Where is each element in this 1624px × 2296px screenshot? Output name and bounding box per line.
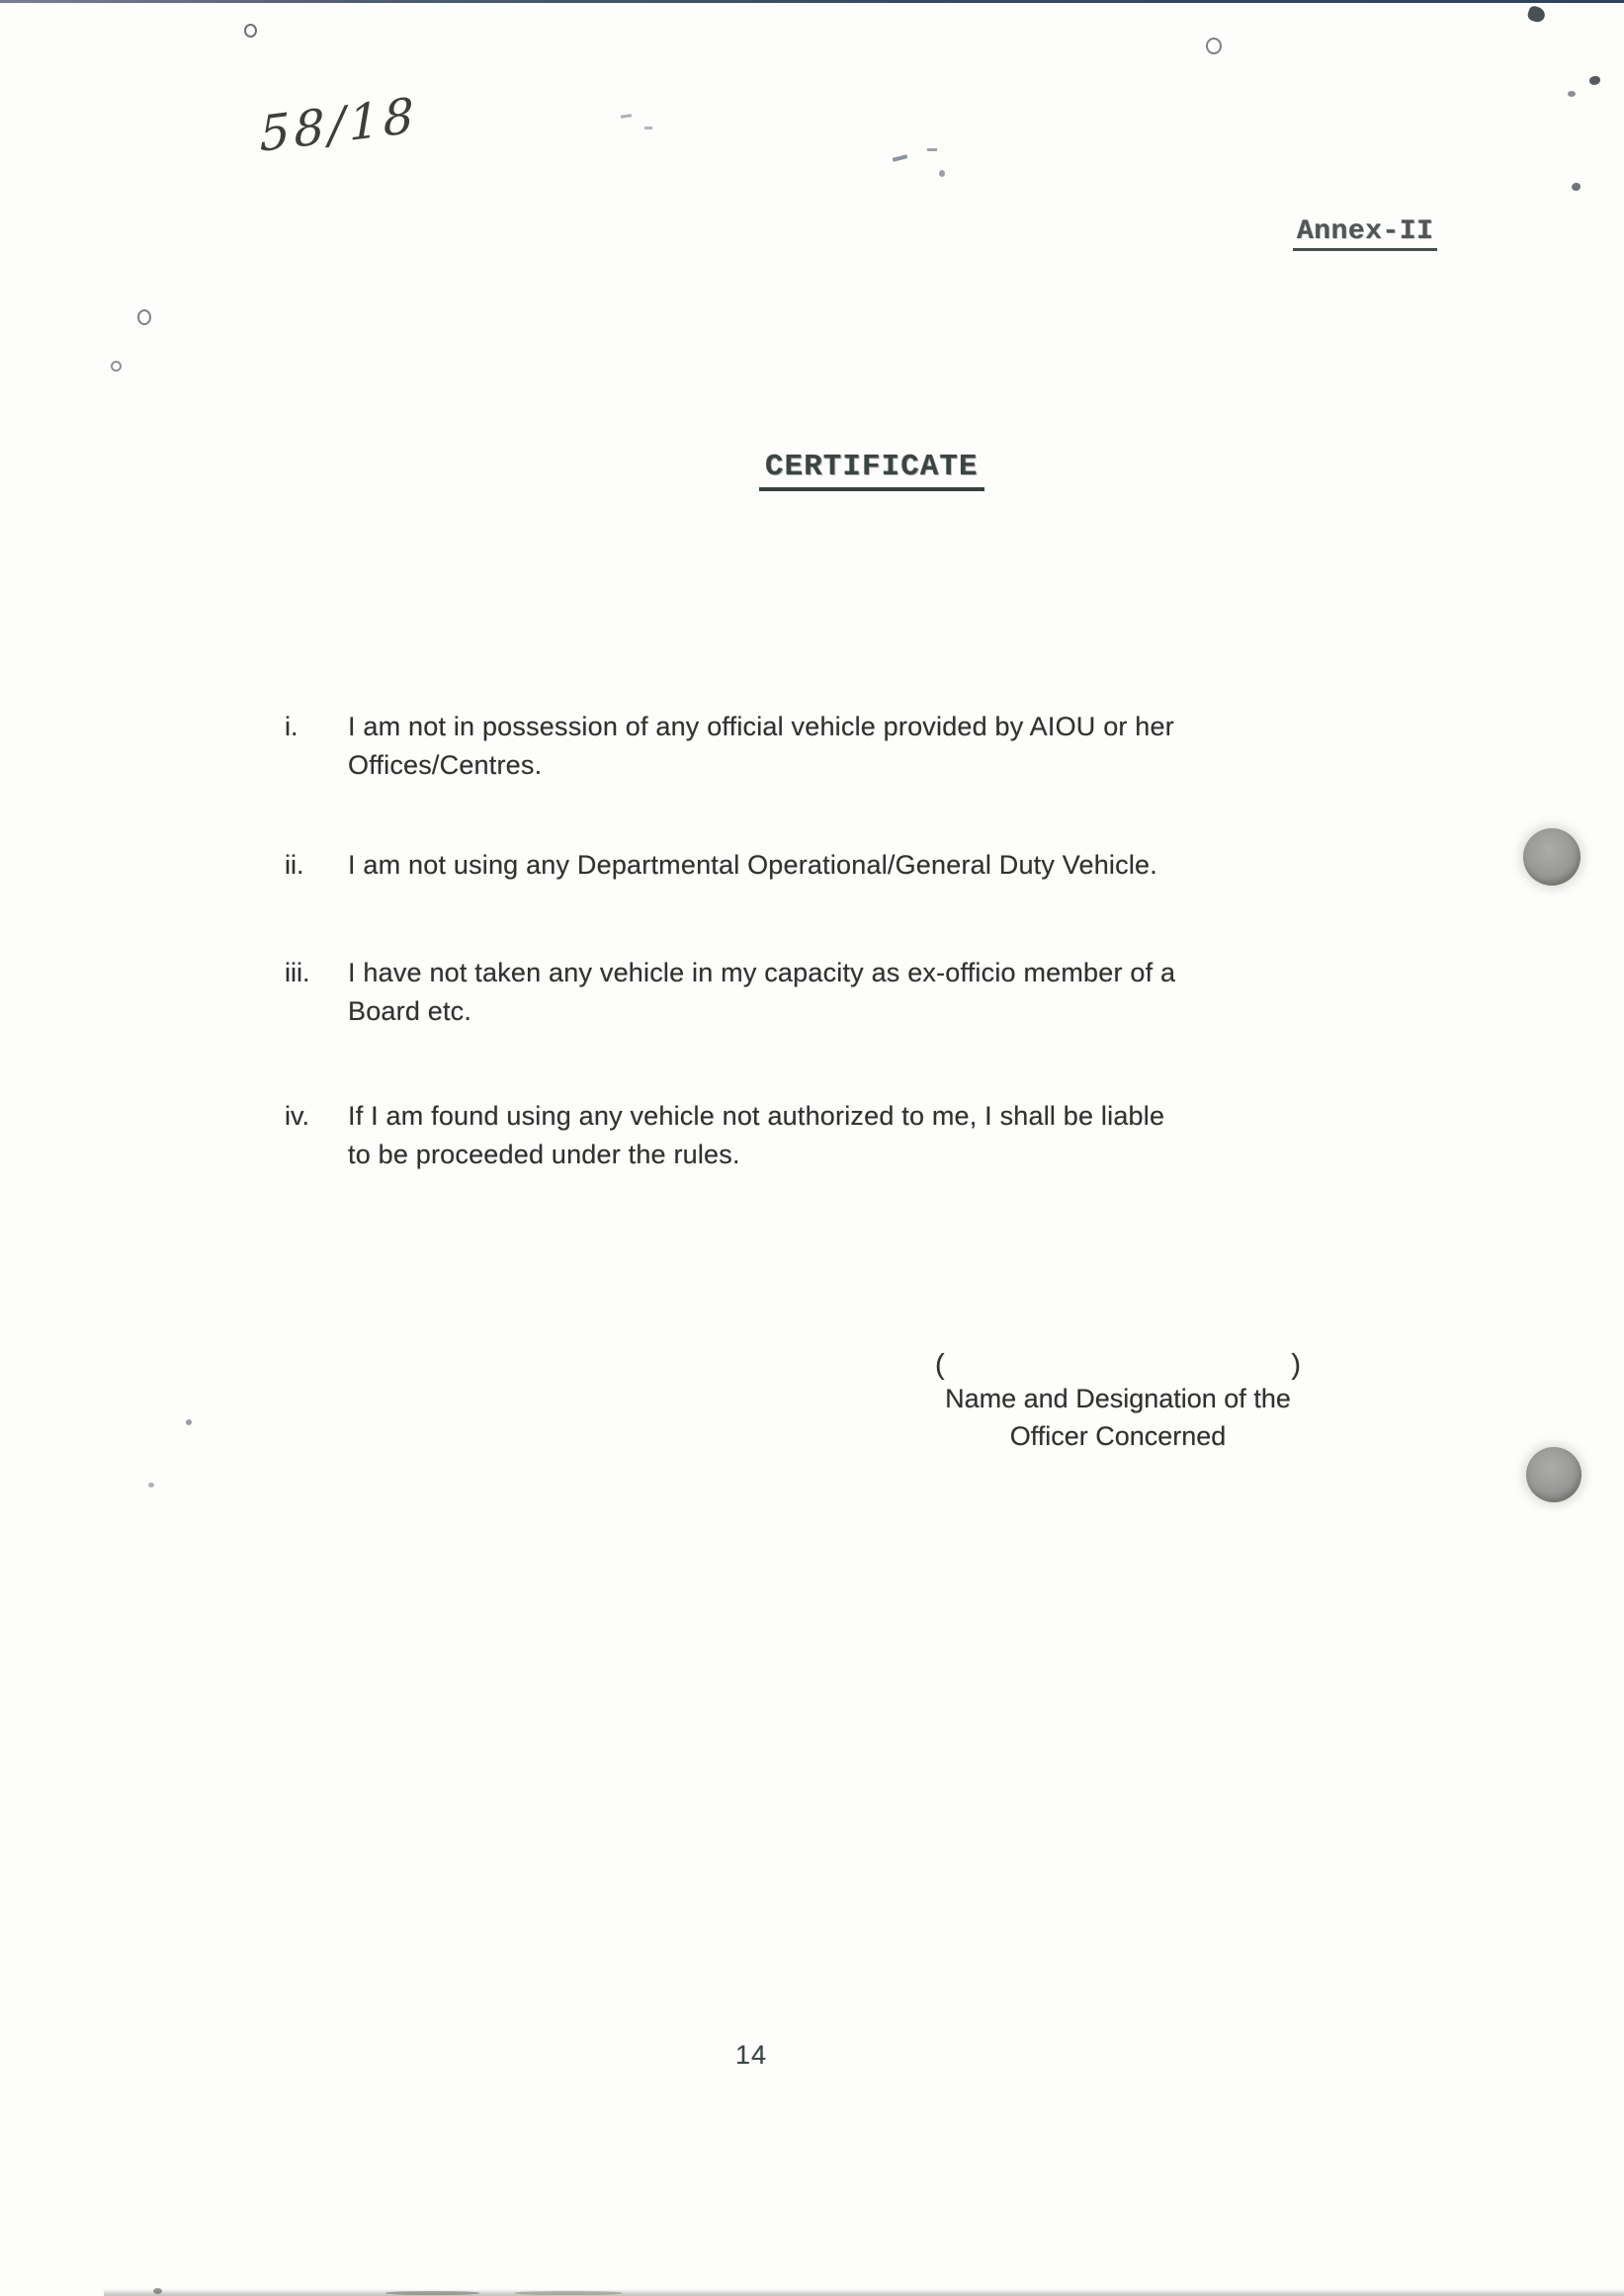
item-text <box>348 846 1347 885</box>
scan-speck <box>1568 91 1576 97</box>
scan-speck <box>927 148 937 151</box>
scan-speck <box>644 127 652 129</box>
item-text-line: If I am found using any vehicle not authorized to me, I shall be liable <box>348 1101 1165 1131</box>
signature-paren-close: ) <box>1291 1349 1301 1381</box>
scan-speck <box>1589 76 1600 85</box>
handwritten-note: 58/18 <box>259 87 419 163</box>
certificate-title: CERTIFICATE <box>759 450 984 491</box>
scan-speck <box>1572 183 1581 191</box>
signature-block <box>933 1346 1303 1455</box>
item-text-line: I have not taken any vehicle in my capacity as ex-officio member of a <box>348 958 1176 987</box>
scan-speck <box>148 1483 154 1488</box>
scan-speck <box>186 1419 192 1425</box>
item-text-line: I am not in possession of any official vehicle provided by AIOU or her <box>348 712 1174 741</box>
scan-speck <box>1206 38 1222 54</box>
item-numeral: ii. <box>285 850 304 880</box>
certificate-item-ii <box>285 846 1347 885</box>
scan-speck <box>137 309 151 325</box>
certificate-item-i <box>285 708 1347 785</box>
item-numeral: iii. <box>285 958 310 987</box>
scan-smudge <box>514 2291 623 2295</box>
annex-label: Annex-II <box>1293 216 1437 251</box>
scan-edge-top <box>0 0 1624 3</box>
scan-edge-bottom <box>104 2289 1624 2296</box>
item-text <box>348 1097 1347 1174</box>
scan-speck <box>244 24 257 38</box>
item-text-line: to be proceeded under the rules. <box>348 1140 740 1169</box>
signature-paren-open: ( <box>935 1349 945 1381</box>
item-text-line: I am not using any Departmental Operational/General Duty Vehicle. <box>348 850 1157 880</box>
item-text-line: Board etc. <box>348 996 472 1026</box>
certificate-item-iii <box>285 954 1347 1031</box>
scan-smudge <box>385 2291 479 2295</box>
scan-speck <box>1526 5 1547 25</box>
item-text-line: Offices/Centres. <box>348 750 543 780</box>
item-text <box>348 954 1347 1031</box>
hole-punch-top <box>1523 828 1581 886</box>
scan-smudge <box>153 2288 162 2294</box>
signature-caption-line1: Name and Designation of the <box>945 1384 1291 1413</box>
signature-paren-row <box>933 1346 1303 1380</box>
item-numeral: iv. <box>285 1101 309 1131</box>
scan-speck <box>621 114 632 119</box>
item-text <box>348 708 1347 785</box>
page-number: 14 <box>735 2040 768 2070</box>
certificate-item-iv <box>285 1097 1347 1174</box>
scan-speck <box>939 170 945 177</box>
scan-speck <box>111 361 122 372</box>
hole-punch-bottom <box>1526 1447 1581 1502</box>
signature-caption-line2: Officer Concerned <box>1009 1421 1227 1451</box>
item-numeral: i. <box>285 712 299 741</box>
scan-speck <box>893 154 908 162</box>
